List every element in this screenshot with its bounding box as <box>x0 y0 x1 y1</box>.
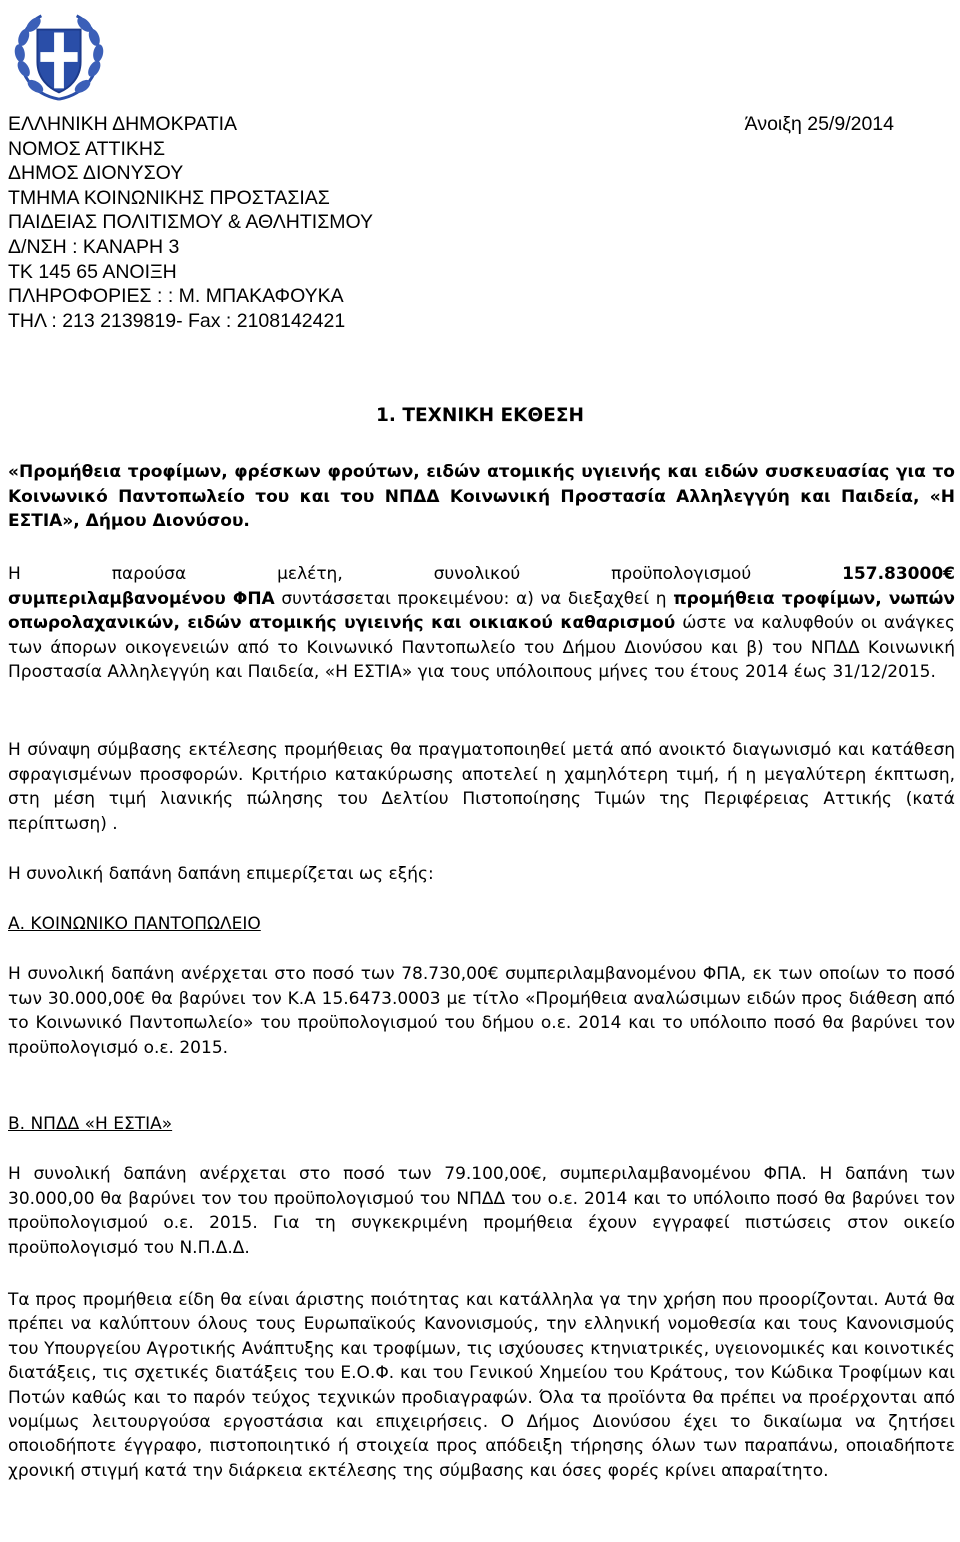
report-title: 1. ΤΕΧΝΙΚΗ ΕΚΘΕΣΗ <box>376 405 584 426</box>
header-line-prefecture: ΝΟΜΟΣ ΑΤΤΙΚΗΣ <box>8 137 165 160</box>
header-line-address: Δ/ΝΣΗ : ΚΑΝΑΡΗ 3 <box>8 235 180 258</box>
study-beneficiaries-text: ώστε να καλυφθούν οι ανάγκες των άπορων οικογενειών από το Κοινωνικό Παντοπωλείο του Δήμου Διονύσου και β) του ΝΠΔΔ Κοινωνική Προστασία Αλληλεγγύη και Παιδεία, «Η ΕΣΤΙΑ» για τους υπόλοιπους μήνες του έτους 2014 έως 31/12/2015. <box>8 613 955 683</box>
budget-amount: 157.83000€ <box>842 564 955 584</box>
study-lead-line <box>8 562 955 587</box>
supply-items-text: προμήθεια τροφίμων, νωπών οπωρολαχανικών, ειδών ατομικής υγιεινής και οικιακού καθαρισμού <box>8 588 955 634</box>
vat-inclusion-text: συμπεριλαμβανομένου ΦΠΑ <box>8 588 275 609</box>
study-paragraph <box>8 562 955 685</box>
quality-requirements-paragraph: Τα προς προμήθεια είδη θα είναι άριστης ποιότητας και κατάλληλα γα την χρήση που προορίζονται. Αυτά θα πρέπει να καλύπτουν όλους τους Ευρωπαϊκούς Κανονισμούς, την ελληνική νομοθεσία και τους Κανονισμούς του Υπουργείου Αγροτικής Ανάπτυξης και τροφίμων, τις ισχύουσες κτηνιατρικές, υγειονομικές και κοινοτικές διατάξεις, τις σχετικές διατάξεις του Ε.Ο.Φ. και του Γενικού Χημείου του Κράτους, τον Κώδικα Τροφίμων και Ποτών καθώς και το παρόν τεύχος τεχνικών προδιαγραφών. Όλα τα προϊόντα θα πρέπει να προέρχονται από νομίμως λειτουργούσα εργοστάσια και επιχειρήσεις. Ο Δήμος Διονύσου έχει το δικαίωμα να ζητήσει οποιοδήποτε έγγραφο, πιστοποιητικό ή στοιχεία προς απόδειξη τήρησης όλων των παραπάνω, οποιαδήποτε χρονική στιγμή κατά την διάρκεια εκτέλεσης της σύμβασης και όσες φορές κρίνει απαραίτητο. <box>8 1290 955 1481</box>
section-a-text: Η συνολική δαπάνη ανέρχεται στο ποσό των 78.730,00€ συμπεριλαμβανομένου ΦΠΑ, εκ των οποίων το ποσό των 30.000,00€ θα βαρύνει τον Κ.Α 15.6473.0003 με τίτλο «Προμήθεια αναλώσιμων ειδών προς διάθεση από το Κοινωνικό Παντοπωλείο» του προϋπολογισμού του δήμου ο.ε. 2014 και το υπόλοιπο ποσό θα βαρύνει τον προϋπολογισμό ο.ε. 2015. <box>8 964 955 1058</box>
header-line-municipality: ΔΗΜΟΣ ΔΙΟΝΥΣΟΥ <box>8 162 184 185</box>
subject-paragraph: «Προμήθεια τροφίμων, φρέσκων φρούτων, ειδών ατομικής υγιεινής και ειδών συσκευασίας για το Κοινωνικό Παντοπωλείο του και του ΝΠΔΔ Κοινωνική Προστασία Αλληλεγγύη και Παιδεία, «Η ΕΣΤΙΑ», Δήμου Διονύσου. <box>8 462 955 532</box>
document-date: Άνοιξη 25/9/2014 <box>744 113 894 135</box>
section-b-text: Η συνολική δαπάνη ανέρχεται στο ποσό των 79.100,00€, συμπεριλαμβανομένου ΦΠΑ. Η δαπάνη των 30.000,00 θα βαρύνει τον του προϋπολογισμού του ΝΠΔΔ του ο.ε. 2014 και το υπόλοιπο ποσό θα βαρύνει τον προϋπολογισμού ο.ε. 2015. Για τη συγκεκριμένη προμήθεια έχουν εγγραφεί πιστώσεις στον οικείο προϋπολογισμό του Ν.Π.Δ.Δ. <box>8 1164 955 1258</box>
section-b-heading <box>8 1112 955 1137</box>
header-line-postcode: ΤΚ 145 65 ΑΝΟΙΞΗ <box>8 260 177 283</box>
header-line-department-2: ΠΑΙΔΕΙΑΣ ΠΟΛΙΤΙΣΜΟΥ & ΑΘΛΗΤΙΣΜΟΥ <box>8 211 374 234</box>
header-line-republic: ΕΛΛΗΝΙΚΗ ΔΗΜΟΚΡΑΤΙΑ <box>8 113 238 135</box>
cost-allocation-intro: Η συνολική δαπάνη δαπάνη επιμερίζεται ως εξής: <box>8 864 434 884</box>
sender-header <box>8 112 648 333</box>
header-line-department: ΤΜΗΜΑ ΚΟΙΝΩΝΙΚΗΣ ΠΡΟΣΤΑΣΙΑΣ <box>8 186 330 209</box>
study-purpose-text: συντάσσεται προκειμένου: α) να διεξαχθεί η <box>274 588 674 609</box>
section-a-heading <box>8 912 955 937</box>
section-b-heading-text: Β. ΝΠΔΔ «Η ΕΣΤΙΑ» <box>8 1114 173 1134</box>
greek-state-emblem-icon <box>10 8 108 106</box>
section-a-heading-text: Α. ΚΟΙΝΩΝΙΚΟ ΠΑΝΤΟΠΩΛΕΙΟ <box>8 914 261 934</box>
header-line-phone: ΤΗΛ : 213 2139819- Fax : 2108142421 <box>8 309 346 332</box>
study-lead-text: Η παρούσα μελέτη, συνολικού προϋπολογισμού <box>8 564 752 584</box>
header-line-contact-person: ΠΛΗΡΟΦΟΡΙΕΣ : : Μ. ΜΠΑΚΑΦΟΥΚΑ <box>8 285 344 308</box>
tender-paragraph: Η σύναψη σύμβασης εκτέλεσης προμήθειας θα πραγματοποιηθεί μετά από ανοικτό διαγωνισμό και κατάθεση σφραγισμένων προσφορών. Κριτήριο κατακύρωσης αποτελεί η χαμηλότερη τιμή, ή η μεγαλύτερη έκπτωση, στη μέση τιμή λιανικής πώλησης του Δελτίου Πιστοποίησης Τιμών της Περιφέρειας Αττικής (κατά περίπτωση) . <box>8 740 955 834</box>
